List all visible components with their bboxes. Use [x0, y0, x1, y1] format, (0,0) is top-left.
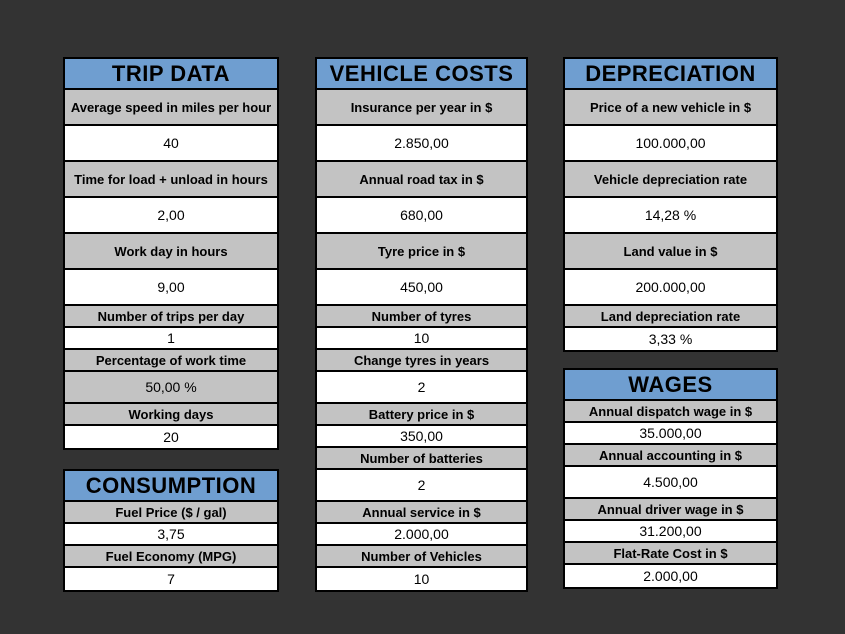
- value-vehicle-depreciation-rate[interactable]: 14,28 %: [565, 198, 776, 234]
- label-road-tax: Annual road tax in $: [317, 162, 526, 198]
- label-working-days: Working days: [65, 404, 277, 426]
- trip-data-table: [63, 57, 279, 450]
- value-insurance[interactable]: 2.850,00: [317, 126, 526, 162]
- value-trips-per-day[interactable]: 1: [65, 328, 277, 350]
- value-number-of-vehicles[interactable]: 10: [317, 568, 526, 590]
- label-fuel-price: Fuel Price ($ / gal): [65, 502, 277, 524]
- value-accounting[interactable]: 4.500,00: [565, 467, 776, 499]
- label-number-of-tyres: Number of tyres: [317, 306, 526, 328]
- label-average-speed: Average speed in miles per hour: [65, 90, 277, 126]
- value-fuel-economy[interactable]: 7: [65, 568, 277, 590]
- label-land-value: Land value in $: [565, 234, 776, 270]
- value-change-tyres-years[interactable]: 2: [317, 372, 526, 404]
- label-dispatch-wage: Annual dispatch wage in $: [565, 401, 776, 423]
- depreciation-table: [563, 57, 778, 352]
- label-number-of-vehicles: Number of Vehicles: [317, 546, 526, 568]
- label-fuel-economy: Fuel Economy (MPG): [65, 546, 277, 568]
- trip-data-title: TRIP DATA: [65, 59, 277, 90]
- value-tyre-price[interactable]: 450,00: [317, 270, 526, 306]
- label-new-vehicle-price: Price of a new vehicle in $: [565, 90, 776, 126]
- label-tyre-price: Tyre price in $: [317, 234, 526, 270]
- depreciation-title: DEPRECIATION: [565, 59, 776, 90]
- value-dispatch-wage[interactable]: 35.000,00: [565, 423, 776, 445]
- label-driver-wage: Annual driver wage in $: [565, 499, 776, 521]
- value-number-of-tyres[interactable]: 10: [317, 328, 526, 350]
- label-number-of-batteries: Number of batteries: [317, 448, 526, 470]
- value-work-day-hours[interactable]: 9,00: [65, 270, 277, 306]
- value-road-tax[interactable]: 680,00: [317, 198, 526, 234]
- value-load-unload-time[interactable]: 2,00: [65, 198, 277, 234]
- value-annual-service[interactable]: 2.000,00: [317, 524, 526, 546]
- label-load-unload-time: Time for load + unload in hours: [65, 162, 277, 198]
- vehicle-costs-table: [315, 57, 528, 592]
- label-work-time-percentage: Percentage of work time: [65, 350, 277, 372]
- value-battery-price[interactable]: 350,00: [317, 426, 526, 448]
- value-working-days[interactable]: 20: [65, 426, 277, 448]
- label-insurance: Insurance per year in $: [317, 90, 526, 126]
- value-flat-rate-cost[interactable]: 2.000,00: [565, 565, 776, 587]
- value-land-depreciation-rate[interactable]: 3,33 %: [565, 328, 776, 350]
- consumption-table: [63, 469, 279, 592]
- wages-table: [563, 368, 778, 589]
- value-work-time-percentage[interactable]: 50,00 %: [65, 372, 277, 404]
- label-trips-per-day: Number of trips per day: [65, 306, 277, 328]
- label-annual-service: Annual service in $: [317, 502, 526, 524]
- value-average-speed[interactable]: 40: [65, 126, 277, 162]
- value-new-vehicle-price[interactable]: 100.000,00: [565, 126, 776, 162]
- wages-title: WAGES: [565, 370, 776, 401]
- value-fuel-price[interactable]: 3,75: [65, 524, 277, 546]
- value-land-value[interactable]: 200.000,00: [565, 270, 776, 306]
- value-driver-wage[interactable]: 31.200,00: [565, 521, 776, 543]
- vehicle-costs-title: VEHICLE COSTS: [317, 59, 526, 90]
- label-flat-rate-cost: Flat-Rate Cost in $: [565, 543, 776, 565]
- label-battery-price: Battery price in $: [317, 404, 526, 426]
- label-change-tyres-years: Change tyres in years: [317, 350, 526, 372]
- label-accounting: Annual accounting in $: [565, 445, 776, 467]
- label-work-day-hours: Work day in hours: [65, 234, 277, 270]
- label-land-depreciation-rate: Land depreciation rate: [565, 306, 776, 328]
- label-vehicle-depreciation-rate: Vehicle depreciation rate: [565, 162, 776, 198]
- consumption-title: CONSUMPTION: [65, 471, 277, 502]
- value-number-of-batteries[interactable]: 2: [317, 470, 526, 502]
